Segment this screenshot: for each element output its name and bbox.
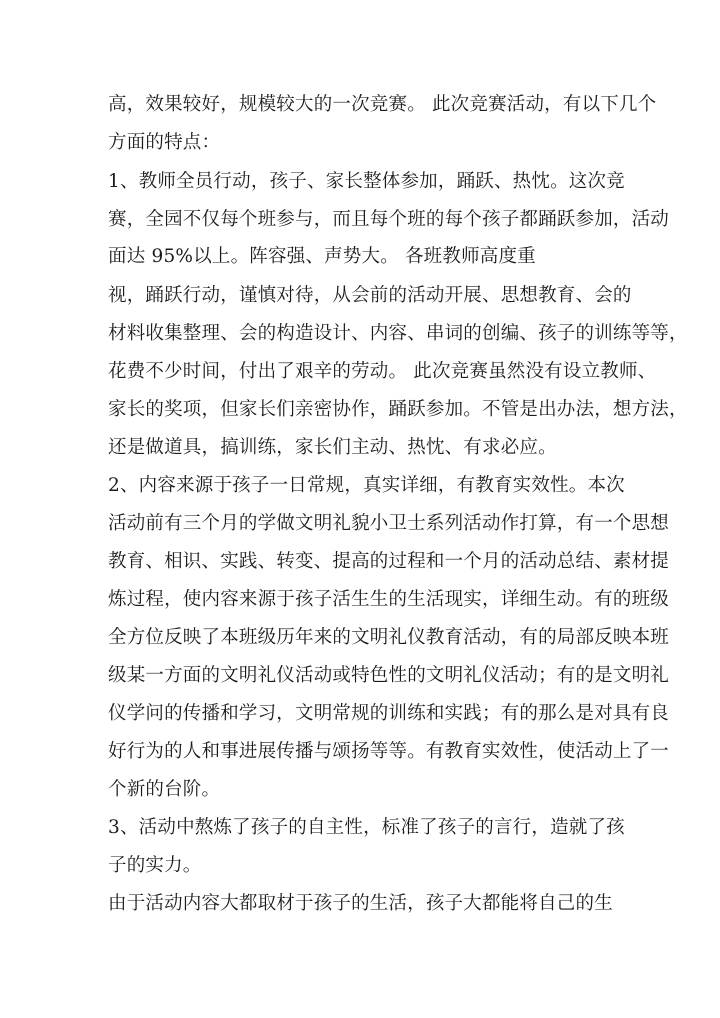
text-line: 高，效果较好，规模较大的一次竞赛。 此次竞赛活动，有以下几个	[108, 94, 657, 115]
text-line: 由于活动内容大都取材于孩子的生活，孩子大都能将自己的生	[108, 893, 613, 914]
text-line: 赛，全园不仅每个班参与，而且每个班的每个孩子都踊跃参加，活动	[108, 209, 670, 230]
text-line: 1、教师全员行动，孩子、家长整体参加，踊跃、热忱。这次竞	[108, 171, 625, 192]
text-line: 子的实力。	[108, 855, 202, 876]
text-line: 3、活动中熬炼了孩子的自主性，标准了孩子的言行，造就了孩	[108, 817, 625, 838]
text-line: 方面的特点：	[108, 132, 221, 153]
text-line: 仪学问的传播和学习，文明常规的训练和实践；有的那么是对具有良	[108, 703, 670, 724]
text-line: 材料收集整理、会的构造设计、内容、串词的创编、孩子的训练等等，	[108, 323, 688, 344]
text-line: 教育、相识、实践、转变、提高的过程和一个月的活动总结、素材提	[108, 551, 670, 572]
text-line: 还是做道具，搞训练，家长们主动、热忱、有求必应。	[108, 437, 557, 458]
text-line: 炼过程，使内容来源于孩子活生生的生活现实，详细生动。有的班级	[108, 589, 670, 610]
text-line: 视，踊跃行动，谨慎对待，从会前的活动开展、思想教育、会的	[108, 285, 632, 306]
text-line: 级某一方面的文明礼仪活动或特色性的文明礼仪活动；有的是文明礼	[108, 665, 670, 686]
text-line: 活动前有三个月的学做文明礼貌小卫士系列活动作打算，有一个思想	[108, 513, 670, 534]
text-line: 个新的台阶。	[108, 779, 221, 800]
text-line: 面达 95%以上。阵容强、声势大。 各班教师高度重	[108, 246, 536, 267]
text-line: 2、内容来源于孩子一日常规，真实详细，有教育实效性。本次	[108, 475, 625, 496]
text-line: 家长的奖项，但家长们亲密协作，踊跃参加。不管是出办法，想方法，	[108, 399, 688, 420]
text-line: 全方位反映了本班级历年来的文明礼仪教育活动，有的局部反映本班	[108, 627, 670, 648]
text-line: 花费不少时间，付出了艰辛的劳动。 此次竞赛虽然没有设立教师、	[108, 361, 657, 382]
text-line: 好行为的人和事进展传播与颂扬等等。有教育实效性，使活动上了一	[108, 741, 670, 762]
